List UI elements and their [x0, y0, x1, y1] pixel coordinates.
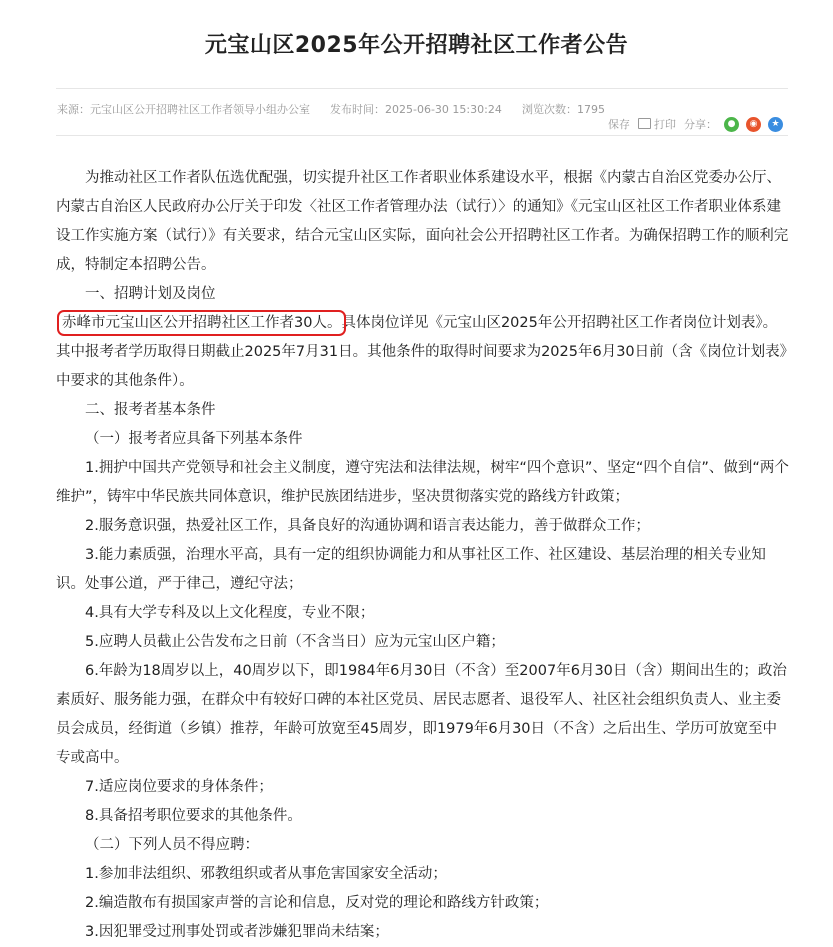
- recruitment-plan-text: 具体岗位详见《元宝山区2025年公开招聘社区工作者岗位计划表》。其中报考者学历取得日期截止2025年7月31日。其他条件的取得时间要求为2025年6月30日前（含《岗位计划表》中要求的其他条件）。: [56, 315, 787, 389]
- article-toolbar: [608, 114, 783, 134]
- publish-time: 发布时间：2025-06-30 15:30:24: [330, 103, 502, 116]
- divider: [56, 88, 788, 89]
- article-title: 元宝山区2025年公开招聘社区工作者公告: [204, 33, 629, 58]
- exclusion-item: 1.参加非法组织、邪教组织或者从事危害国家安全活动；: [85, 866, 447, 882]
- condition-item: 5.应聘人员截止公告发布之日前（不含当日）应为元宝山区户籍；: [85, 634, 505, 650]
- section-heading: 二、报考者基本条件: [85, 402, 216, 418]
- print-button[interactable]: [638, 116, 676, 132]
- subsection-heading: （二）下列人员不得应聘：: [85, 837, 259, 853]
- share-label: 分享：: [684, 118, 717, 131]
- section-heading: 一、招聘计划及岗位: [85, 286, 216, 302]
- printer-icon: [638, 118, 651, 129]
- divider: [56, 135, 788, 136]
- condition-item: 2.服务意识强，热爱社区工作，具备良好的沟通协调和语言表达能力，善于做群众工作；: [85, 518, 650, 534]
- exclusion-item: 2.编造散布有损国家声誉的言论和信息，反对党的理论和路线方针政策；: [85, 895, 549, 911]
- condition-item: 7.适应岗位要求的身体条件；: [85, 779, 273, 795]
- article-source: 来源：元宝山区公开招聘社区工作者领导小组办公室: [57, 103, 310, 116]
- article-body: [56, 164, 791, 947]
- wechat-icon[interactable]: ●: [724, 117, 739, 132]
- print-label: 打印: [654, 118, 676, 131]
- view-count: 浏览次数：1795: [522, 103, 605, 116]
- save-button[interactable]: 保存: [608, 118, 630, 131]
- intro-paragraph: 为推动社区工作者队伍选优配强，切实提升社区工作者职业体系建设水平，根据《内蒙古自治区党委办公厅、内蒙古自治区人民政府办公厅关于印发〈社区工作者管理办法（试行）〉的通知》《元宝山区社区工作者职业体系建设工作实施方案（试行）》有关要求，结合元宝山区实际，面向社会公开招聘社区工作者。为确保招聘工作的顺利完成，特制定本招聘公告。: [56, 170, 789, 273]
- recruitment-plan-paragraph: [56, 309, 791, 396]
- condition-item: 4.具有大学专科及以上文化程度，专业不限；: [85, 605, 375, 621]
- subsection-heading: （一）报考者应具备下列基本条件: [85, 431, 303, 447]
- highlighted-quota: 赤峰市元宝山区公开招聘社区工作者30人。: [62, 315, 342, 331]
- weibo-icon[interactable]: ◉: [746, 117, 761, 132]
- condition-item: 3.能力素质强，治理水平高，具有一定的组织协调能力和从事社区工作、社区建设、基层治理的相关专业知识。处事公道，严于律己，遵纪守法；: [56, 547, 766, 592]
- condition-item: 6.年龄为18周岁以上，40周岁以下，即1984年6月30日（不含）至2007年6月30日（含）期间出生的；政治素质好、服务能力强，在群众中有较好口碑的本社区党员、居民志愿者、退役军人、社区社会组织负责人、业主委员会成员，经街道（乡镇）推荐，年龄可放宽至45周岁，即1979年6月30日（不含）之后出生、学历可放宽至中专或高中。: [56, 663, 787, 766]
- qzone-icon[interactable]: ★: [768, 117, 783, 132]
- condition-item: 8.具备招考职位要求的其他条件。: [85, 808, 302, 824]
- exclusion-item: 3.因犯罪受过刑事处罚或者涉嫌犯罪尚未结案；: [85, 924, 389, 940]
- condition-item: 1.拥护中国共产党领导和社会主义制度，遵守宪法和法律法规，树牢“四个意识”、坚定“四个自信”、做到“两个维护”，铸牢中华民族共同体意识，维护民族团结进步，坚决贯彻落实党的路线方针政策；: [56, 460, 789, 505]
